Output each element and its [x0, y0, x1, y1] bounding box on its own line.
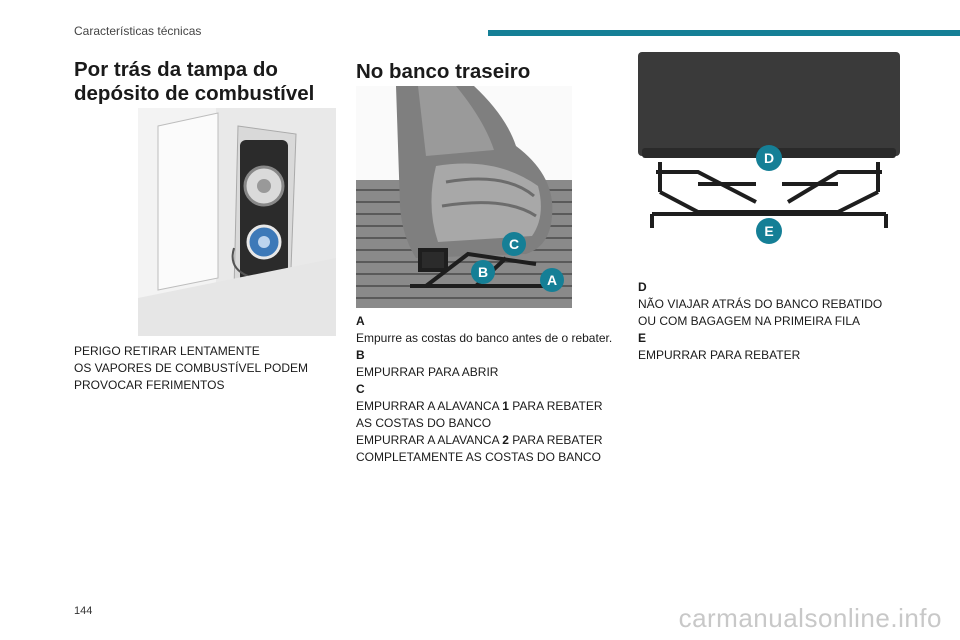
- item-label-c: C: [356, 382, 365, 396]
- rear-seat-heading: No banco traseiro: [356, 60, 531, 83]
- fuel-caption-line: PROVOCAR FERIMENTOS: [74, 378, 225, 392]
- rear-seat-section: [356, 60, 616, 84]
- fuel-section: [74, 58, 334, 106]
- callout-d: [756, 145, 782, 171]
- callout-b: [471, 260, 495, 284]
- header-section-title: Características técnicas: [74, 24, 202, 38]
- callout-e-label: E: [764, 223, 774, 239]
- header-accent-bar: [488, 30, 960, 36]
- folded-seat-illustration: [638, 52, 900, 248]
- item-text-d-line: NÃO VIAJAR ATRÁS DO BANCO REBATIDO: [638, 297, 883, 311]
- item-text-c-line: EMPURRAR A ALAVANCA 1 PARA REBATER: [356, 399, 603, 413]
- lever-number: 1: [502, 399, 509, 413]
- callout-b-label: B: [477, 264, 489, 280]
- item-label-d: D: [638, 280, 647, 294]
- rear-seat-illustration: [356, 86, 572, 308]
- lever-number: 2: [502, 433, 509, 447]
- item-text-e: EMPURRAR PARA REBATER: [638, 348, 801, 362]
- callout-e: [756, 218, 782, 244]
- watermark: carmanualsonline.info: [678, 603, 942, 633]
- fuel-caption: [74, 343, 334, 394]
- fuel-caption-line: PERIGO RETIRAR LENTAMENTE: [74, 344, 260, 358]
- callout-a-label: A: [546, 272, 558, 288]
- callout-d-label: D: [763, 150, 775, 166]
- item-text-d-line: OU COM BAGAGEM NA PRIMEIRA FILA: [638, 314, 861, 328]
- item-text-a: Empurre as costas do banco antes de o rebater.: [356, 331, 613, 345]
- item-label-a: A: [356, 314, 365, 328]
- item-text-c-line: EMPURRAR A ALAVANCA 2 PARA REBATER: [356, 433, 603, 447]
- item-text-b: EMPURRAR PARA ABRIR: [356, 365, 499, 379]
- rear-seat-instructions: [356, 313, 616, 466]
- item-text-c-line: AS COSTAS DO BANCO: [356, 416, 492, 430]
- item-text-c-line: COMPLETAMENTE AS COSTAS DO BANCO: [356, 450, 601, 464]
- fuel-flap-illustration: [138, 108, 336, 336]
- folded-seat-instructions: [638, 279, 908, 364]
- callout-a: [540, 268, 564, 292]
- callout-c: [502, 232, 526, 256]
- callout-c-label: C: [508, 236, 520, 252]
- item-label-e: E: [638, 331, 647, 345]
- item-label-b: B: [356, 348, 365, 362]
- page-number: 144: [74, 605, 93, 617]
- fuel-caption-line: OS VAPORES DE COMBUSTÍVEL PODEM: [74, 361, 309, 375]
- fuel-heading: Por trás da tampa do depósito de combustível: [74, 58, 315, 105]
